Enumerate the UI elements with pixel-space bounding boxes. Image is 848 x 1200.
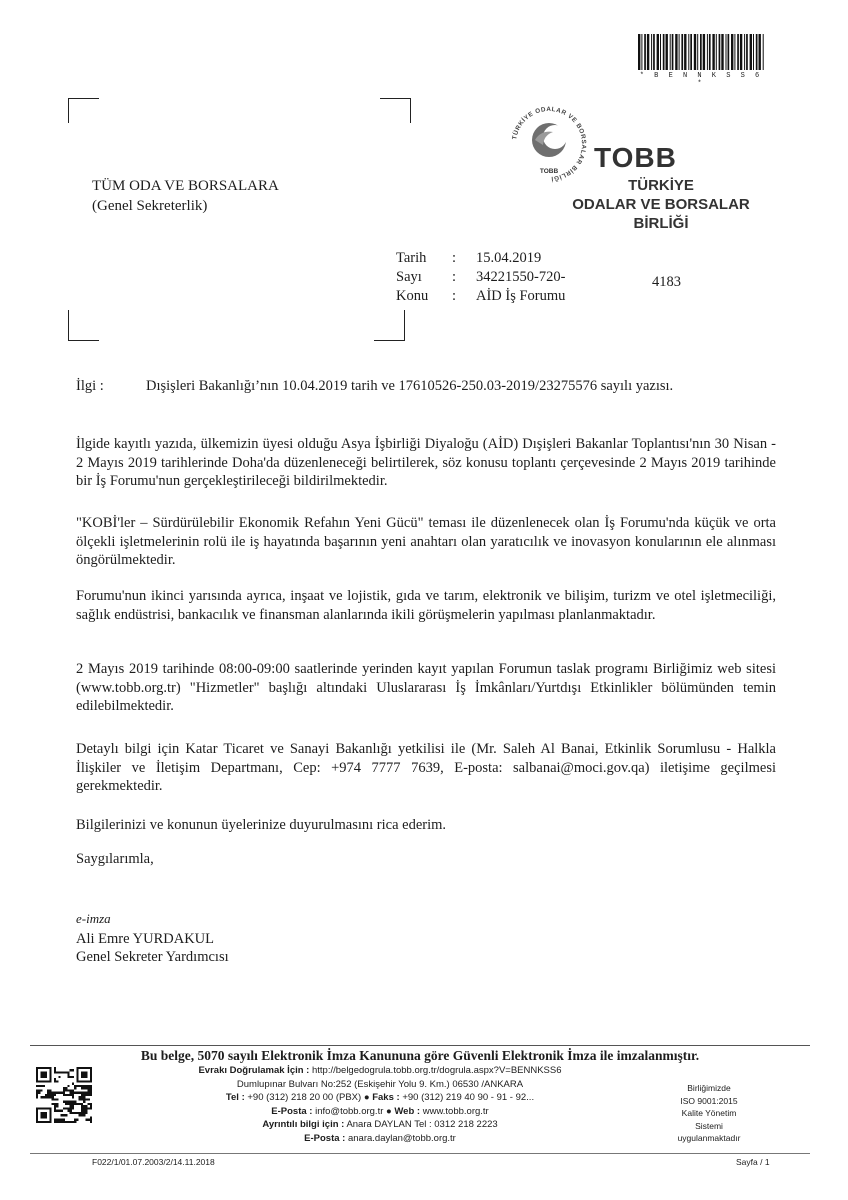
footer-esign-notice: Bu belge, 5070 sayılı Elektronik İmza Kanununa göre Güvenli Elektronik İmza ile imzalanmıştır. <box>140 1048 700 1063</box>
body-paragraph-3: Forumu'nun ikinci yarısında ayrıca, inşaat ve lojistik, gıda ve tarım, elektronik ve bilişim, turizm ve otel işletmeciliği, sağlık endüstrisi, bankacılık ve finansman alanlarında ikili görüşmelerin yapılması planlanmaktadır. <box>76 588 776 623</box>
contact-label: Ayrıntılı bilgi için : <box>262 1119 345 1131</box>
document-meta <box>396 249 565 306</box>
date-colon: : <box>452 250 457 266</box>
form-code: F022/1/01.07.2003/2/14.11.2018 <box>92 1157 215 1167</box>
body-paragraph-4: 2 Mayıs 2019 tarihinde 08:00-09:00 saatlerinde yerinden kayıt yapılan Forumun taslak programı Birliğimiz web sitesi (www.tobb.org.tr) "Hizmetler" başlığı altındaki Uluslararası İş İmkânları/Yurtdışı Etkinlikler bölümünden temin edilebilmektedir. <box>76 661 776 714</box>
footer-phone-line <box>160 1091 600 1105</box>
signature-block <box>76 910 229 966</box>
footer-contact-line <box>160 1118 600 1132</box>
date-value: 15.04.2019 <box>476 250 542 266</box>
footer-verify-line <box>160 1064 600 1078</box>
seal-inner-text: TOBB <box>539 168 559 175</box>
signer-title: Genel Sekreter Yardımcısı <box>76 949 229 965</box>
address-corner-bottom-right <box>374 310 405 341</box>
subject-value: AİD İş Forumu <box>476 288 566 304</box>
footer-address: Dumlupınar Bulvarı No:252 (Eskişehir Yolu 9. Km.) 06530 /ANKARA <box>236 1078 524 1090</box>
subject-label: Konu <box>396 288 429 304</box>
iso-line5: uygulanmaktadır <box>677 1133 741 1143</box>
reference-label: İlgi : <box>76 378 104 394</box>
logo-organization-name <box>566 176 756 233</box>
web-label: Web : <box>394 1105 421 1117</box>
verify-label: Evrakı Doğrulamak İçin : <box>198 1065 310 1076</box>
footer-divider <box>30 1045 810 1046</box>
e-signature-mark: e-imza <box>76 911 111 926</box>
fax-label: Faks : <box>372 1092 400 1104</box>
iso-line3: Kalite Yönetim <box>681 1108 737 1118</box>
iso-line1: Birliğimizde <box>687 1083 731 1093</box>
email-value[interactable]: info@tobb.org.tr ● <box>315 1105 392 1117</box>
web-value[interactable]: www.tobb.org.tr <box>422 1105 489 1117</box>
subject-colon: : <box>452 288 457 304</box>
barcode <box>636 34 766 70</box>
logo-name-line2: ODALAR VE BORSALAR <box>572 196 750 213</box>
tobb-seal-logo <box>505 100 593 188</box>
document-number: 4183 <box>652 274 681 290</box>
meta-row-subject <box>396 287 565 306</box>
meta-row-number <box>396 268 565 287</box>
tel-label: Tel : <box>225 1092 245 1104</box>
contact-email-label: E-Posta : <box>304 1132 346 1144</box>
address-corner-top-right <box>380 98 411 123</box>
closing-salutation: Saygılarımla, <box>76 851 154 867</box>
iso-line2: ISO 9001:2015 <box>680 1095 738 1106</box>
contact-value: Anara DAYLAN Tel : 0312 218 2223 <box>346 1119 498 1131</box>
number-colon: : <box>452 269 457 285</box>
number-label: Sayı <box>396 269 422 285</box>
logo-name-line1: TÜRKİYE <box>628 177 694 194</box>
body-paragraph-1: İlgide kayıtlı yazıda, ülkemizin üyesi olduğu Asya İşbirliği Diyaloğu (AİD) Dışişleri Bakanlar Toplantısı'nın 30 Nisan - 2 Mayıs 2019 tarihlerinde Doha'da düzenleneceği belirtilerek, söz konusu toplantı çerçevesinde 2 Mayıs 2019 tarihinde bir İş Forumu'nun gerçekleştirileceği bildirilmektedir. <box>76 436 776 489</box>
email-label: E-Posta : <box>271 1105 313 1117</box>
date-label: Tarih <box>396 250 427 266</box>
tel-value: +90 (312) 218 20 00 (PBX) ● <box>247 1092 370 1104</box>
recipient-line2: (Genel Sekreterlik) <box>92 198 208 214</box>
meta-row-date <box>396 249 565 268</box>
footer-contact-email-line <box>160 1132 600 1146</box>
contact-email-value[interactable]: anara.daylan@tobb.org.tr <box>347 1132 456 1144</box>
address-corner-bottom-left <box>68 310 99 341</box>
reference-text: Dışişleri Bakanlığı’nın 10.04.2019 tarih ve 17610526-250.03-2019/23275576 sayılı yazısı. <box>146 378 674 394</box>
recipient <box>92 176 279 216</box>
seal-ring-text: TÜRKİYE ODALAR VE BORSALAR BİRLİĞİ <box>511 105 588 182</box>
signer-name: Ali Emre YURDAKUL <box>76 931 214 947</box>
footer-email-line <box>160 1105 600 1119</box>
fax-value: +90 (312) 219 40 90 - 91 - 92... <box>402 1092 535 1104</box>
qr-code <box>36 1067 92 1123</box>
reference <box>76 377 776 395</box>
verify-url[interactable]: http://belgedogrula.tobb.org.tr/dogrula.aspx?V=BENNKSS6 <box>311 1065 562 1076</box>
page-number: Sayfa / 1 <box>736 1157 770 1167</box>
number-value: 34221550-720- <box>476 269 566 285</box>
iso-line4: Sistemi <box>695 1120 723 1131</box>
iso-certification <box>634 1082 784 1145</box>
body-paragraph-5: Detaylı bilgi için Katar Ticaret ve Sanayi Bakanlığı yetkilisi ile (Mr. Saleh Al Banai, Etkinlik Sorumlusu - Halkla İlişkiler ve İletişim Departmanı, Cep: +974 7777 7639, E-posta: salbanai@moci.gov.qa) iletişime geçilmesi gerekmektedir. <box>76 741 776 794</box>
logo-abbreviation: TOBB <box>594 142 677 173</box>
barcode-text: * B E N N K S S 6 * <box>639 72 763 88</box>
logo-name-line3: BİRLİĞİ <box>633 215 689 232</box>
footer-contact-info <box>160 1064 600 1146</box>
closing-request: Bilgilerinizi ve konunun üyelerinize duyurulmasını rica ederim. <box>76 817 447 833</box>
body-paragraph-2: "KOBİ'ler – Sürdürülebilir Ekonomik Refahın Yeni Gücü" teması ile düzenlenecek olan İş Forumu'nda küçük ve orta ölçekli işletmelerinin rolü ile iş hayatında başarının yeni anahtarı olan yaratıcılık ve inovasyon konularının ele alınması öngörülmektedir. <box>76 515 776 568</box>
recipient-line1: TÜM ODA VE BORSALARA <box>92 178 279 194</box>
address-corner-top-left <box>68 98 99 123</box>
bottom-divider <box>30 1153 810 1154</box>
